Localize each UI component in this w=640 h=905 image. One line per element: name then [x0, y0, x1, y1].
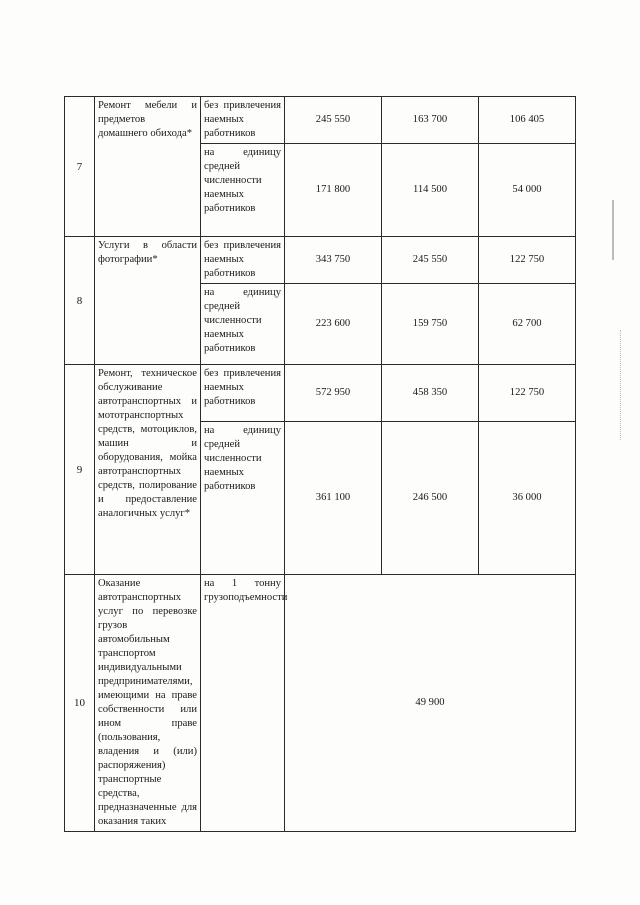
basis-cell: без привлечения наемных работников [201, 365, 285, 422]
table-row [65, 365, 576, 422]
row-number: 9 [65, 365, 95, 575]
basis-cell: без привлечения наемных работников [201, 97, 285, 144]
basis-cell: без привлечения наемных работников [201, 237, 285, 284]
value-cell: 159 750 [382, 284, 479, 365]
value-cell: 62 700 [479, 284, 576, 365]
table-row [65, 575, 576, 832]
value-cell: 361 100 [285, 422, 382, 575]
table-row [65, 237, 576, 284]
row-number: 7 [65, 97, 95, 237]
value-cell: 245 550 [382, 237, 479, 284]
value-cell: 245 550 [285, 97, 382, 144]
value-cell: 163 700 [382, 97, 479, 144]
value-cell: 343 750 [285, 237, 382, 284]
scan-artifact [620, 330, 622, 440]
value-cell: 36 000 [479, 422, 576, 575]
activity-name: Ремонт мебели и предметов домашнего обихода* [95, 97, 201, 237]
scan-artifact [612, 200, 614, 260]
value-cell: 106 405 [479, 97, 576, 144]
row-number: 10 [65, 575, 95, 832]
value-cell: 572 950 [285, 365, 382, 422]
table-row [65, 97, 576, 144]
row-number: 8 [65, 237, 95, 365]
basis-cell: на единицу средней численности наемных работников [201, 422, 285, 575]
value-cell: 458 350 [382, 365, 479, 422]
value-cell: 122 750 [479, 237, 576, 284]
value-cell: 54 000 [479, 144, 576, 237]
basis-cell: на единицу средней численности наемных работников [201, 284, 285, 365]
merged-value-cell: 49 900 [285, 575, 576, 832]
value-cell: 122 750 [479, 365, 576, 422]
value-cell: 171 800 [285, 144, 382, 237]
value-cell: 246 500 [382, 422, 479, 575]
basis-cell: на единицу средней численности наемных работников [201, 144, 285, 237]
tax-rates-table [64, 96, 576, 832]
basis-cell: на 1 тонну грузоподъемности [201, 575, 285, 832]
activity-name: Ремонт, техническое обслуживание автотранспортных и мототранспортных средств, мотоциклов, машин и оборудования, мойка автотранспортных средств, полирование и предоставление аналогичных услуг* [95, 365, 201, 575]
value-cell: 223 600 [285, 284, 382, 365]
activity-name: Услуги в области фотографии* [95, 237, 201, 365]
activity-name: Оказание автотранспортных услуг по перевозке грузов автомобильным транспортом индивидуальными предпринимателями, имеющими на праве собственности или ином праве (пользования, владения и (или) распоряжения) транспортные средства, предназначенные для оказания таких [95, 575, 201, 832]
value-cell: 114 500 [382, 144, 479, 237]
